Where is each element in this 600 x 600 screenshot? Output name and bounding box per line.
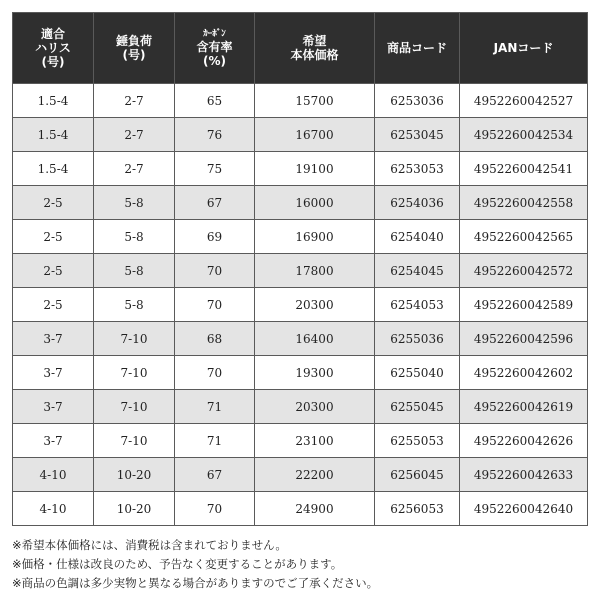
cell-harisu: 3-7 [13,322,94,356]
table-row [13,492,588,526]
footnotes [12,536,592,593]
cell-harisu: 1.5-4 [13,84,94,118]
cell-harisu: 2-5 [13,254,94,288]
header-jan-code [460,13,588,84]
cell-price: 15700 [255,84,375,118]
cell-sinker-load: 5-8 [94,288,175,322]
cell-product-code: 6256045 [375,458,460,492]
cell-carbon: 65 [175,84,255,118]
cell-product-code: 6255053 [375,424,460,458]
cell-sinker-load: 2-7 [94,84,175,118]
cell-sinker-load: 5-8 [94,220,175,254]
cell-jan-code: 4952260042633 [460,458,588,492]
table-body [13,84,588,526]
cell-price: 23100 [255,424,375,458]
cell-price: 24900 [255,492,375,526]
cell-harisu: 3-7 [13,356,94,390]
cell-price: 20300 [255,390,375,424]
cell-sinker-load: 5-8 [94,254,175,288]
header-sinker-load [94,13,175,84]
table-row [13,84,588,118]
header-label: (号) [41,55,65,69]
header-label: ｶｰﾎﾞﾝ [203,29,226,39]
footnote-change: ※価格・仕様は改良のため、予告なく変更することがあります。 [12,557,343,571]
cell-sinker-load: 10-20 [94,458,175,492]
header-label: (%) [203,54,226,68]
cell-harisu: 4-10 [13,492,94,526]
table-row [13,322,588,356]
cell-product-code: 6254036 [375,186,460,220]
cell-jan-code: 4952260042527 [460,84,588,118]
header-price [255,13,375,84]
header-label: JANコード [493,41,554,55]
cell-jan-code: 4952260042572 [460,254,588,288]
header-label: 含有率 [196,40,233,54]
header-label: ハリス [35,41,71,55]
cell-jan-code: 4952260042589 [460,288,588,322]
cell-carbon: 75 [175,152,255,186]
spec-table [12,12,588,526]
cell-jan-code: 4952260042626 [460,424,588,458]
cell-carbon: 67 [175,458,255,492]
cell-carbon: 76 [175,118,255,152]
header-label: 希望 [302,34,327,48]
header-product-code [375,13,460,84]
header-label: 商品コード [386,41,447,55]
cell-product-code: 6256053 [375,492,460,526]
cell-product-code: 6253053 [375,152,460,186]
cell-product-code: 6254053 [375,288,460,322]
cell-sinker-load: 2-7 [94,152,175,186]
table-row [13,390,588,424]
cell-jan-code: 4952260042558 [460,186,588,220]
cell-carbon: 70 [175,492,255,526]
table-row [13,220,588,254]
footnote-color: ※商品の色調は多少実物と異なる場合がありますのでご了承ください。 [12,576,379,590]
cell-price: 16900 [255,220,375,254]
header-harisu [13,13,94,84]
cell-jan-code: 4952260042619 [460,390,588,424]
table-row [13,152,588,186]
cell-product-code: 6255045 [375,390,460,424]
cell-carbon: 69 [175,220,255,254]
header-label: (号) [122,48,146,62]
table-row [13,254,588,288]
header-label: 錘負荷 [115,34,152,48]
cell-product-code: 6253036 [375,84,460,118]
cell-carbon: 70 [175,356,255,390]
table-row [13,118,588,152]
cell-jan-code: 4952260042596 [460,322,588,356]
cell-harisu: 2-5 [13,220,94,254]
cell-harisu: 3-7 [13,424,94,458]
cell-sinker-load: 2-7 [94,118,175,152]
cell-harisu: 2-5 [13,288,94,322]
cell-harisu: 2-5 [13,186,94,220]
header-label: 本体価格 [290,48,339,62]
cell-price: 16700 [255,118,375,152]
cell-harisu: 1.5-4 [13,152,94,186]
header-carbon-content [175,13,255,84]
cell-sinker-load: 7-10 [94,390,175,424]
cell-price: 16400 [255,322,375,356]
cell-jan-code: 4952260042541 [460,152,588,186]
cell-sinker-load: 5-8 [94,186,175,220]
cell-product-code: 6253045 [375,118,460,152]
cell-jan-code: 4952260042534 [460,118,588,152]
cell-price: 20300 [255,288,375,322]
cell-price: 17800 [255,254,375,288]
footnote-tax: ※希望本体価格には、消費税は含まれておりません。 [12,538,287,552]
cell-carbon: 71 [175,424,255,458]
cell-price: 19100 [255,152,375,186]
cell-sinker-load: 7-10 [94,356,175,390]
cell-sinker-load: 7-10 [94,424,175,458]
cell-product-code: 6255040 [375,356,460,390]
table-row [13,288,588,322]
cell-price: 19300 [255,356,375,390]
cell-carbon: 70 [175,254,255,288]
table-row [13,356,588,390]
cell-harisu: 3-7 [13,390,94,424]
table-row [13,458,588,492]
cell-jan-code: 4952260042565 [460,220,588,254]
cell-product-code: 6255036 [375,322,460,356]
cell-sinker-load: 10-20 [94,492,175,526]
cell-carbon: 70 [175,288,255,322]
cell-carbon: 68 [175,322,255,356]
header-label: 適合 [40,27,65,41]
cell-carbon: 71 [175,390,255,424]
table-row [13,186,588,220]
cell-product-code: 6254045 [375,254,460,288]
cell-price: 16000 [255,186,375,220]
cell-product-code: 6254040 [375,220,460,254]
cell-harisu: 1.5-4 [13,118,94,152]
table-row [13,424,588,458]
cell-jan-code: 4952260042640 [460,492,588,526]
cell-jan-code: 4952260042602 [460,356,588,390]
table-header-row [13,13,588,84]
cell-carbon: 67 [175,186,255,220]
cell-harisu: 4-10 [13,458,94,492]
cell-price: 22200 [255,458,375,492]
cell-sinker-load: 7-10 [94,322,175,356]
